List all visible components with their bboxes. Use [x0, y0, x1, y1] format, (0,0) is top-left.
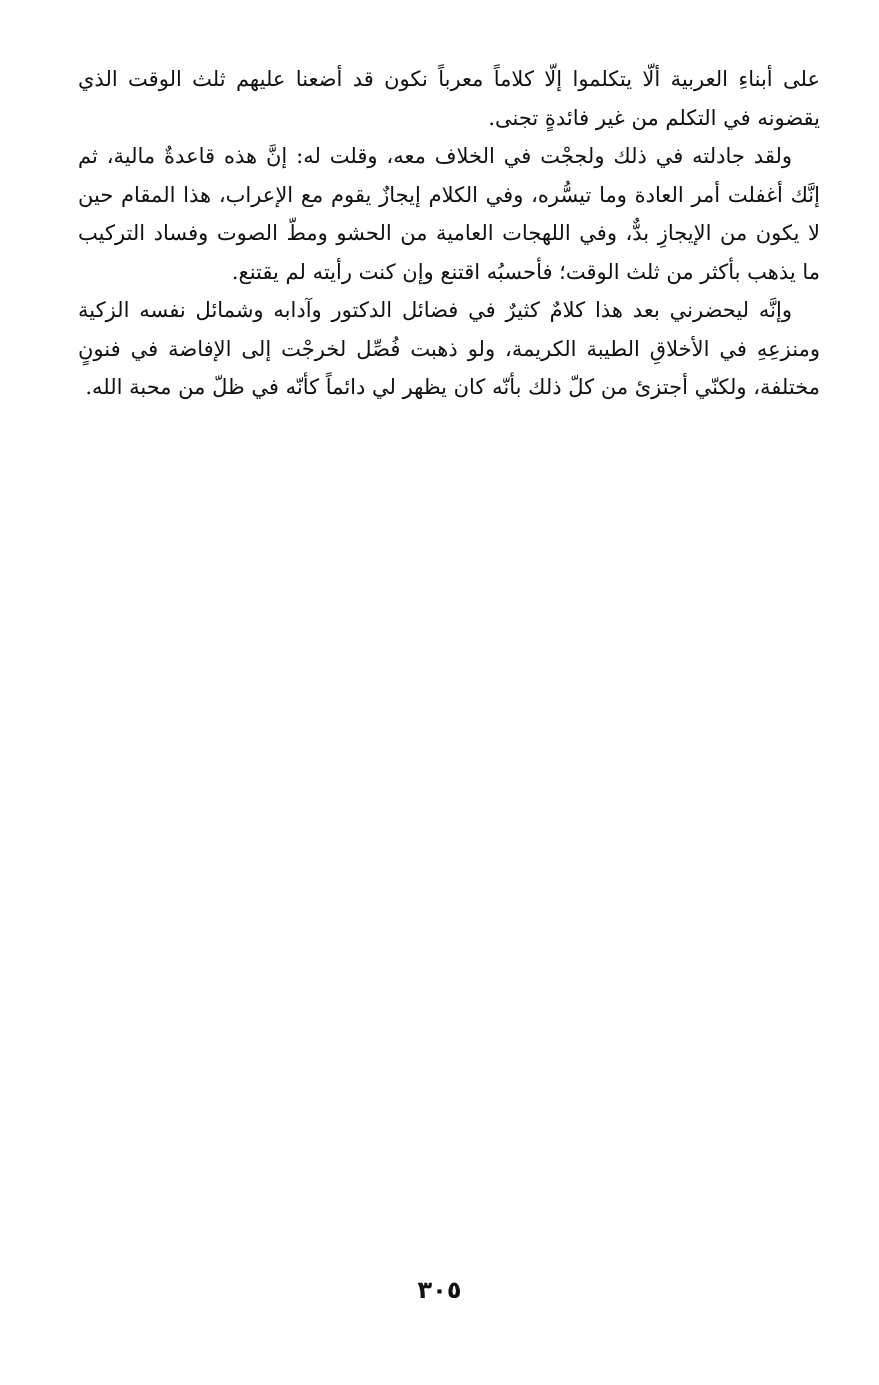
paragraph-1: على أبناءِ العربية ألّا يتكلموا إلّا كلاماً معرباً نكون قد أضعنا عليهم ثلث الوقت الذي يقضونه في التكلم من غير فائدةٍ تجنى.: [78, 67, 820, 130]
page-number: ٣٠٥: [417, 1276, 462, 1304]
paragraph-2: ولقد جادلته في ذلك ولججْت في الخلاف معه، وقلت له: إنَّ هذه قاعدةٌ مالية، ثم إنَّك أغفلت أمر العادة وما تيسُّره، وفي الكلام إيجازٌ يقوم مع الإعراب، هذا المقام حين لا يكون من الإيجازِ بدٌّ، وفي اللهجات العامية من الحشو ومطّ الصوت وفساد التركيب ما يذهب بأكثر من ثلث الوقت؛ فأحسبُه اقتنع وإن كنت رأيته لم يقتنع.: [78, 144, 820, 284]
paragraph-3: وإنَّه ليحضرني بعد هذا كلامٌ كثيرٌ في فضائل الدكتور وآدابه وشمائل نفسه الزكية ومنزعِهِ في الأخلاقِ الطيبة الكريمة، ولو ذهبت فُصِّل لخرجْت إلى الإفاضة في فنونٍ مختلفة، ولكنّي أجتزئ من كلّ ذلك بأنّه كان يظهر لي دائماً كأنّه في ظلّ من محبة الله.: [78, 298, 820, 399]
body-text: [78, 60, 820, 407]
